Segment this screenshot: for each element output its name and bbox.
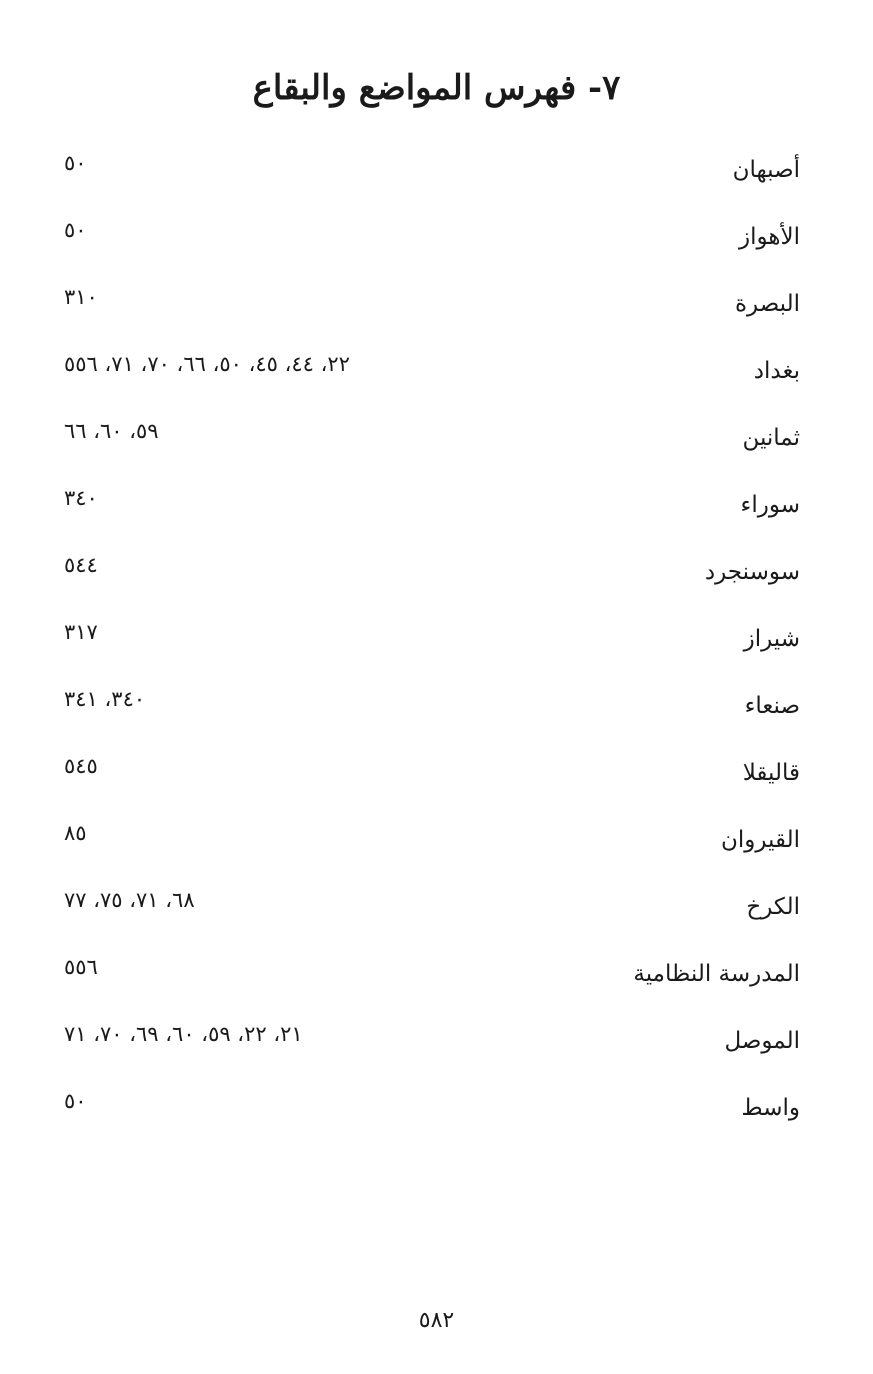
page-references: ٥٩، ٦٠، ٦٦ — [64, 419, 159, 443]
page-references: ٥٠ — [64, 218, 87, 242]
index-entry — [60, 820, 800, 887]
page-references: ٣١٠ — [64, 285, 98, 309]
index-entry — [60, 284, 800, 351]
index-entry — [60, 686, 800, 753]
place-name: واسط — [741, 1095, 800, 1121]
index-entry — [60, 552, 800, 619]
index-entry — [60, 351, 800, 418]
index-entry — [60, 1021, 800, 1088]
place-name: المدرسة النظامية — [633, 961, 800, 987]
index-entry — [60, 418, 800, 485]
index-entry — [60, 753, 800, 820]
page-references: ٥٤٥ — [64, 754, 98, 778]
index-entry — [60, 485, 800, 552]
page-number: ٥٨٢ — [418, 1308, 455, 1333]
index-entry — [60, 1088, 800, 1155]
index-entry — [60, 619, 800, 686]
place-name: سوسنجرد — [704, 559, 800, 585]
page-references: ٥٥٦ — [64, 955, 98, 979]
page-references: ٣٤٠ — [64, 486, 98, 510]
place-name: القيروان — [720, 827, 800, 853]
place-name: الكرخ — [746, 894, 800, 920]
index-entry — [60, 887, 800, 954]
page-references: ٣١٧ — [64, 620, 98, 644]
place-name: ثمانين — [742, 425, 800, 451]
place-name: البصرة — [734, 291, 800, 317]
place-name: صنعاء — [744, 693, 800, 719]
index-entry — [60, 954, 800, 1021]
place-name: الأهواز — [738, 224, 800, 250]
index-entry — [60, 150, 800, 217]
index-list — [60, 150, 800, 1155]
page-references: ٢١، ٢٢، ٥٩، ٦٠، ٦٩، ٧٠، ٧١ — [64, 1022, 303, 1046]
place-name: شيراز — [743, 626, 800, 652]
page-title: ٧- فهرس المواضع والبقاع — [252, 68, 621, 108]
place-name: سوراء — [740, 492, 800, 518]
page-references: ٣٤٠، ٣٤١ — [64, 687, 146, 711]
index-entry — [60, 217, 800, 284]
page-references: ٥٤٤ — [64, 553, 98, 577]
page-references: ٦٨، ٧١، ٧٥، ٧٧ — [64, 888, 195, 912]
page-references: ٥٠ — [64, 151, 87, 175]
page-references: ٥٠ — [64, 1089, 87, 1113]
page-references: ٢٢، ٤٤، ٤٥، ٥٠، ٦٦، ٧٠، ٧١، ٥٥٦ — [64, 352, 350, 376]
place-name: قاليقلا — [742, 760, 800, 786]
page-references: ٨٥ — [64, 821, 87, 845]
place-name: الموصل — [724, 1028, 800, 1054]
place-name: أصبهان — [732, 157, 800, 183]
place-name: بغداد — [753, 358, 800, 384]
